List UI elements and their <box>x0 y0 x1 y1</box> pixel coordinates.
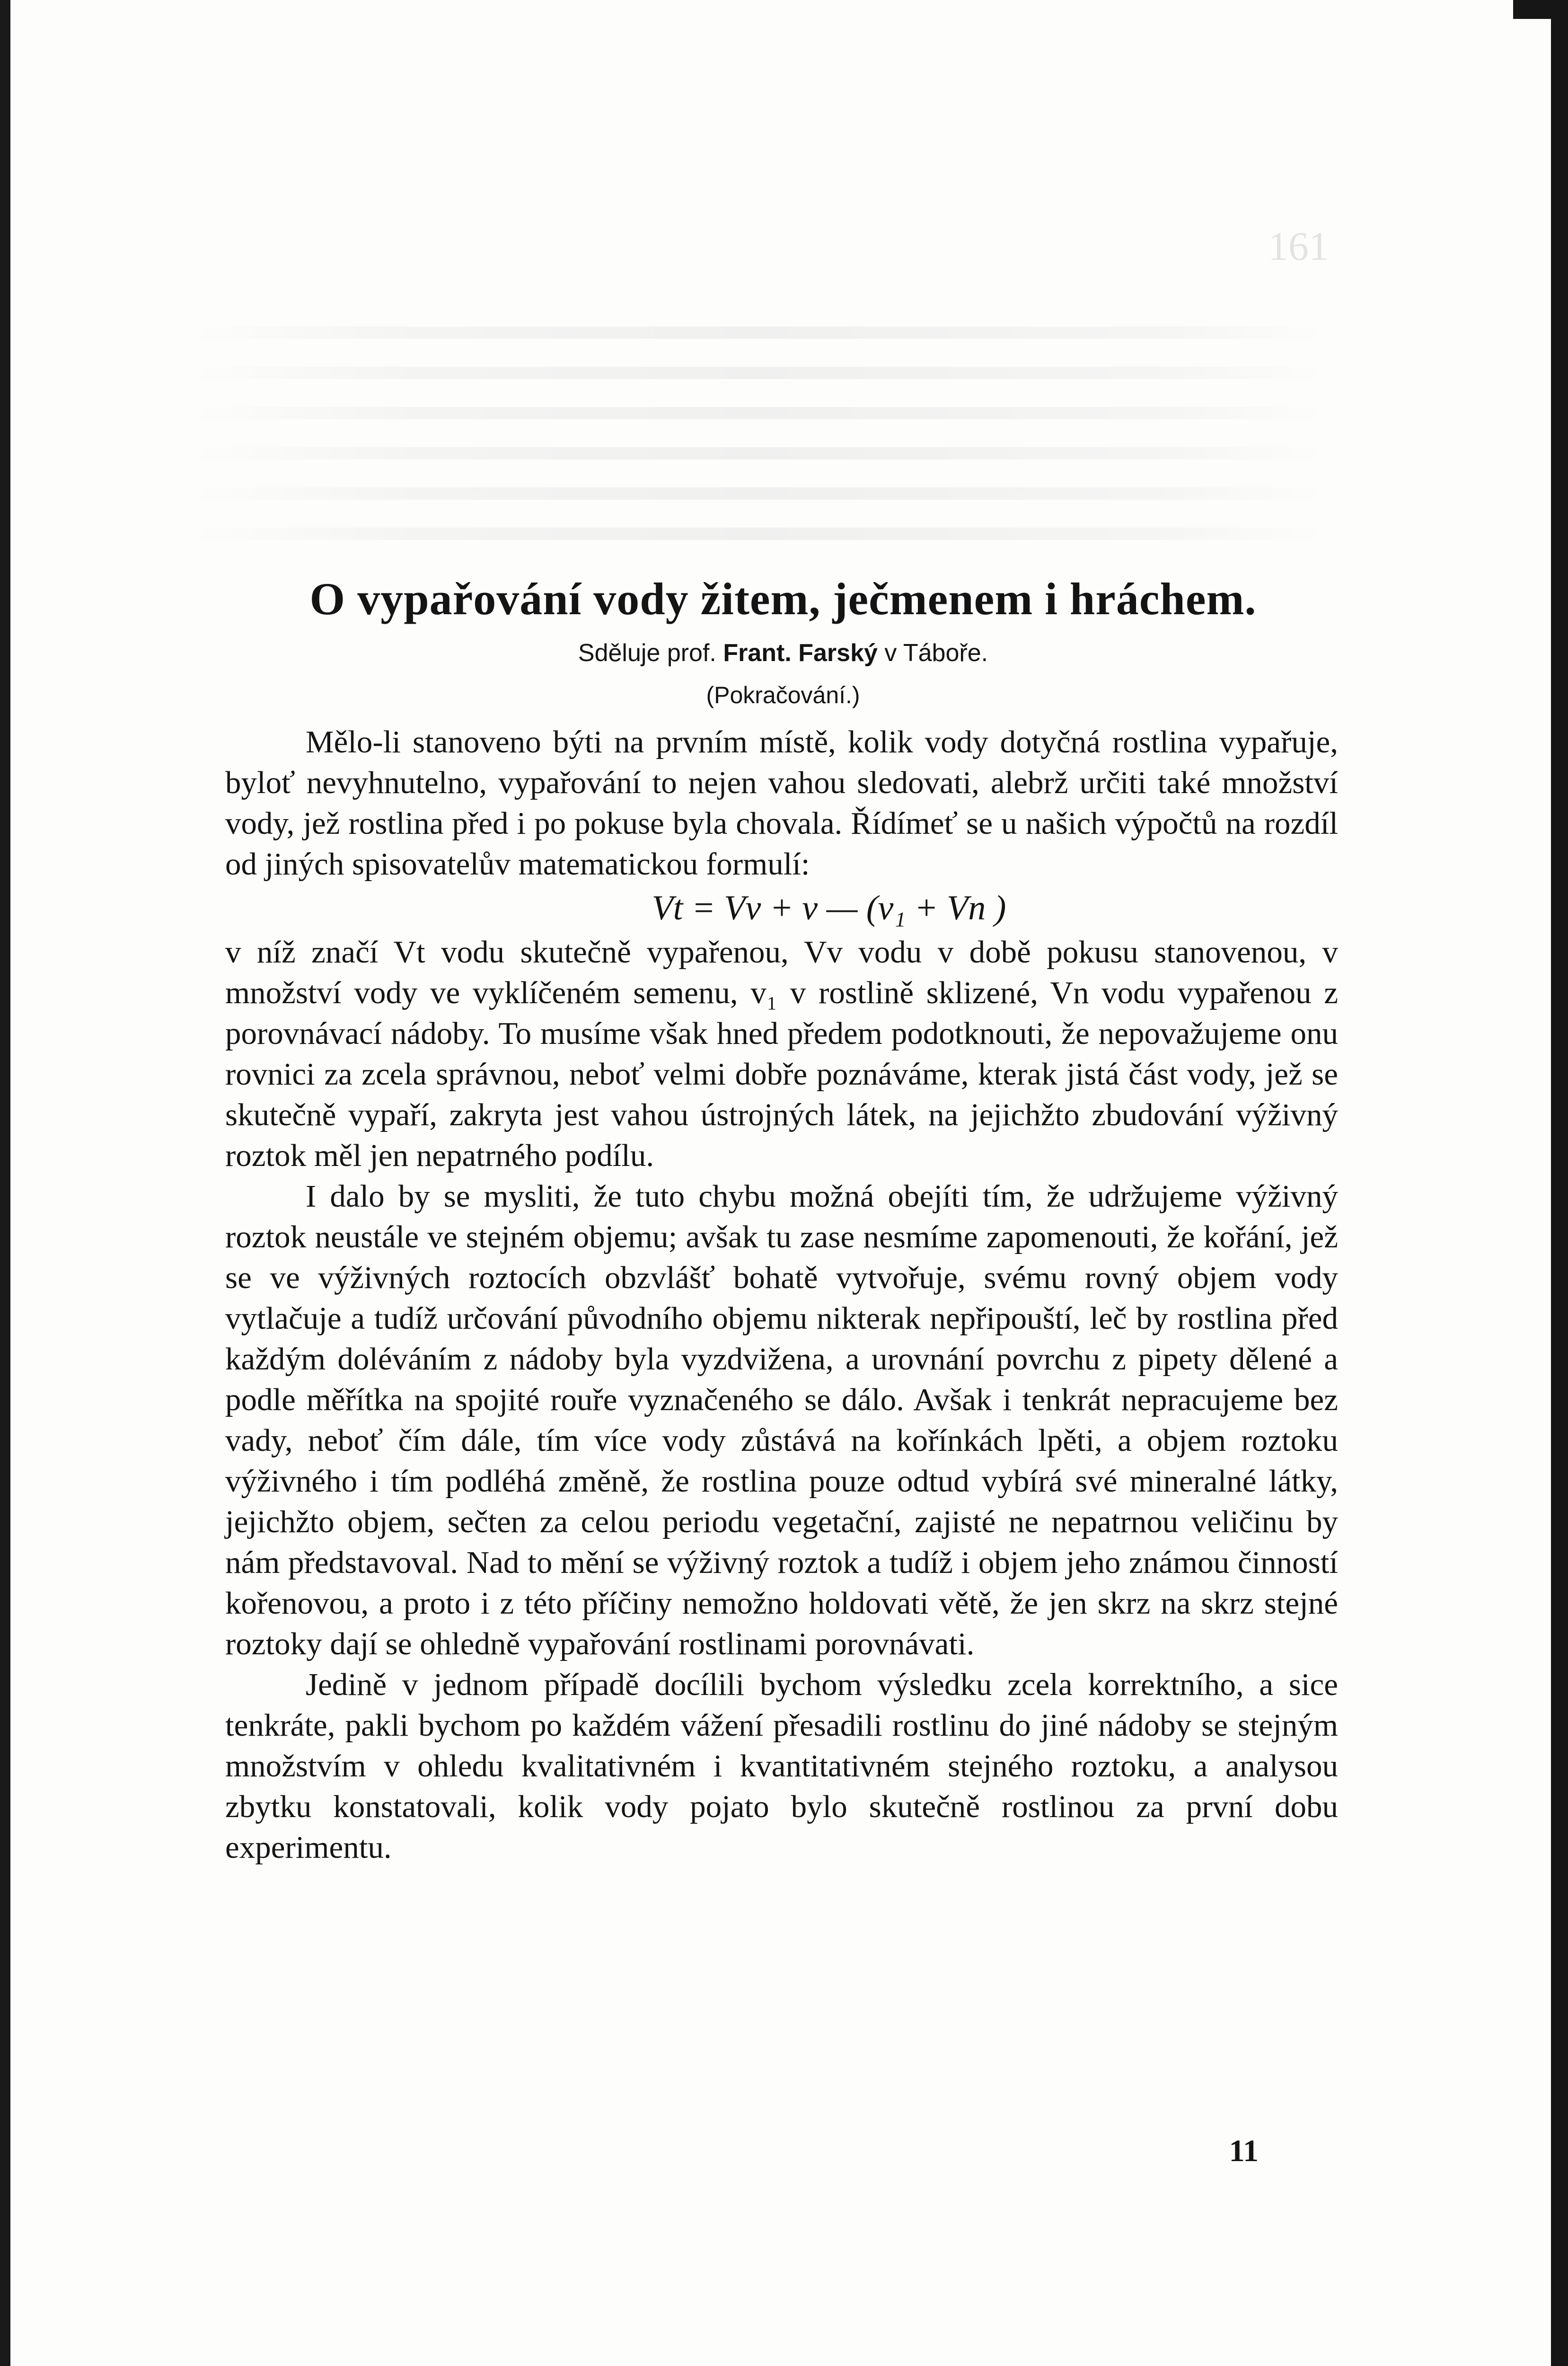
byline <box>218 639 1348 667</box>
bleed-through-page-number: 161 <box>1268 223 1329 269</box>
paragraph-2: I dalo by se mysliti, že tuto chybu možná obejíti tím, že udržujeme výživný roztok neustále ve stejném objemu; avšak tu zase nesmíme zapomenouti, že kořání, jež se ve výživných roztocích obzvlášť bohatě vytvořuje, svému rovný objem vody vytlačuje a tudíž určování původního objemu nikterak nepřipouští, leč by rostlina před každým doléváním z nádoby byla vyzdvižena, a urovnání povrchu z pipety dělené a podle měřítka na spojité rouře vyznačeného se dálo. Avšak i tenkrát nepracujeme bez vady, neboť čím dále, tím více vody zůstává na kořínkách lpěti, a objem roztoku výživného i tím podléhá změně, že rostlina pouze odtud vybírá své mineralné látky, jejichžto objem, sečten za celou periodu vegetační, zajisté ne nepatrnou veličinu by nám představoval. Nad to mění se výživný roztok a tudíž i objem jeho známou činností kořenovou, a proto i z této příčiny nemožno holdovati větě, že jen skrz na skrz stejné roztoky dají se ohledně vypařování rostlinami porovnávati. <box>225 1179 1338 1661</box>
bleed-through-line <box>189 487 1325 500</box>
paragraph-1-part-2: v níž značí Vt vodu skutečně vypařenou, Vv vodu v době pokusu stanovenou, v množství vody ve vyklíčeném semenu, v₁ v rostlině sklizené, Vn vodu vypařenou z porovnávací nádoby. To musíme však hned předem podotknouti, že nepovažujeme onu rovnici za zcela správnou, neboť velmi dobře poznáváme, kterak jistá část vody, jež se skutečně vypaří, zakryta jest vahou ústrojných látek, na jejichžto zbudování výživný roztok měl jen nepatrného podílu. <box>225 935 1338 1173</box>
bleed-through-line <box>189 367 1325 379</box>
bleed-through-line <box>189 407 1325 419</box>
scan-edge-left <box>0 0 10 2366</box>
bleed-through-line <box>189 447 1325 459</box>
signature-mark: 11 <box>1229 2134 1259 2168</box>
formula: Vt = Vv + v — (v₁ + Vn ) <box>652 889 1006 927</box>
paragraph-1-part-1: Mělo-li stanoveno býti na prvním místě, kolik vody dotyčná rostlina vypařuje, byloť nevyhnutelno, vypařování to nejen vahou sledovati, alebrž určiti také množství vody, jež rostlina před i po pokuse byla chovala. Řídímeť se u našich výpočtů na rozdíl od jiných spisovatelův matematickou formulí: <box>225 724 1338 882</box>
byline-suffix: v Táboře. <box>884 639 988 667</box>
byline-author: Frant. Farský <box>723 639 878 667</box>
continuation-note: (Pokračování.) <box>706 682 860 708</box>
bleed-through-line <box>189 327 1325 339</box>
article-body <box>225 722 1338 1868</box>
article-title: O vypařování vody žitem, ječmenem i hráchem. <box>309 574 1257 624</box>
paragraph-3: Jedině v jednom případě docílili bychom výsledku zcela korrektního, a sice tenkráte, pakli bychom po každém vážení přesadili rostlinu do jiné nádoby se stejným množstvím v ohledu kvalitativném i kvantitativném stejného roztoku, a analysou zbytku konstatovali, kolik vody pojato bylo skutečně rostlinou za první dobu experimentu. <box>225 1667 1338 1865</box>
scan-edge-corner <box>1513 0 1551 19</box>
byline-prefix: Sděluje prof. <box>578 639 716 667</box>
scan-edge-right <box>1551 0 1568 2366</box>
bleed-through-line <box>189 528 1325 540</box>
